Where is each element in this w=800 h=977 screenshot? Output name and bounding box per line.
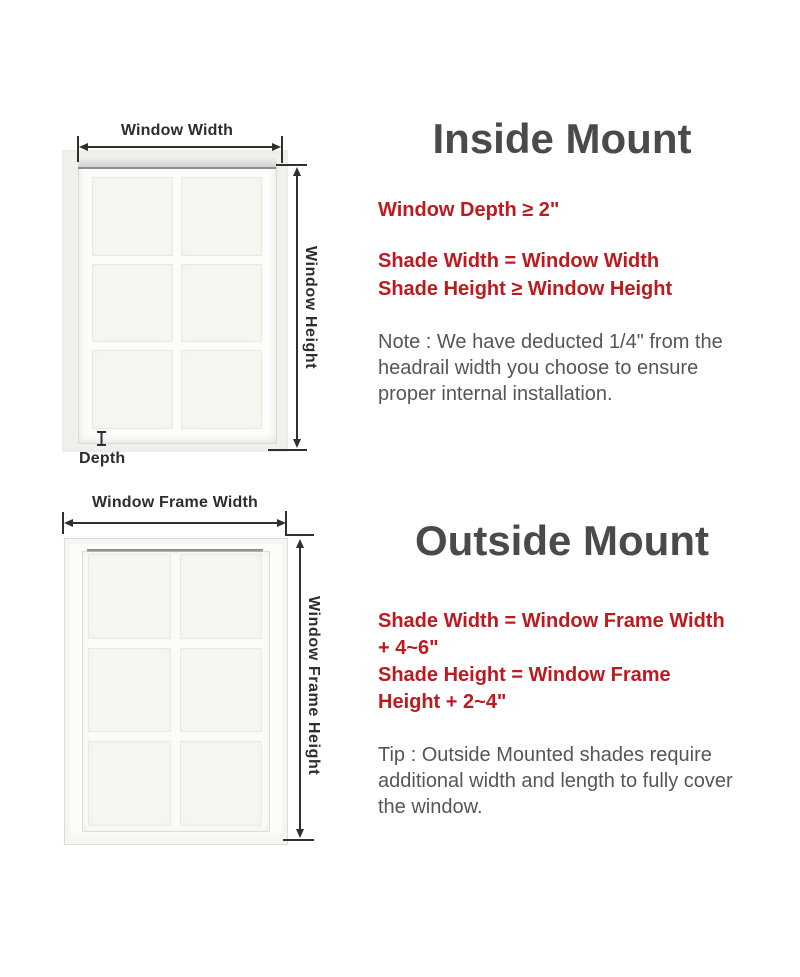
window-pane bbox=[92, 264, 173, 343]
arrowhead-up-icon bbox=[296, 539, 304, 548]
dimension-tick bbox=[285, 534, 314, 536]
window-pane bbox=[92, 177, 173, 256]
sash-channel bbox=[87, 549, 263, 552]
window-pane bbox=[180, 741, 263, 826]
arrowhead-right-icon bbox=[272, 143, 281, 151]
arrowhead-up-icon bbox=[293, 167, 301, 176]
window-pane bbox=[181, 264, 262, 343]
height-dimension-arrow bbox=[296, 174, 298, 441]
inside-mount-note: Note : We have deducted 1/4" from the headrail width you choose to ensure proper internal installation. bbox=[378, 331, 723, 405]
outside-shade-rules bbox=[378, 608, 746, 716]
shade-headrail bbox=[78, 158, 276, 169]
dimension-tick bbox=[268, 449, 307, 451]
arrowhead-down-icon bbox=[293, 439, 301, 448]
shade-width-rule-line2: + 4~6" bbox=[378, 637, 439, 659]
window-depth-rule: Window Depth ≥ 2" bbox=[378, 199, 560, 221]
shade-width-rule-line1: Shade Width = Window Frame Width bbox=[378, 610, 725, 632]
window-width-label: Window Width bbox=[120, 122, 234, 139]
window-frame-height-label: Window Frame Height bbox=[305, 596, 322, 776]
height-dimension-arrow bbox=[299, 546, 301, 832]
window-pane bbox=[88, 554, 171, 639]
inside-mount-title: Inside Mount bbox=[432, 115, 692, 162]
window-panes bbox=[92, 177, 262, 429]
window-pane bbox=[92, 350, 173, 429]
shade-width-rule: Shade Width = Window Width bbox=[378, 250, 660, 272]
arrowhead-down-icon bbox=[296, 829, 304, 838]
dimension-tick bbox=[283, 839, 314, 841]
window-pane bbox=[88, 648, 171, 733]
width-dimension-arrow bbox=[87, 146, 274, 148]
width-dimension-arrow bbox=[72, 522, 278, 524]
shade-height-rule-line1: Shade Height = Window Frame bbox=[378, 664, 671, 686]
depth-marker-icon bbox=[97, 431, 106, 446]
depth-label: Depth bbox=[79, 450, 126, 467]
outside-mount-title: Outside Mount bbox=[415, 517, 709, 564]
window-height-label: Window Height bbox=[302, 246, 319, 370]
outside-mount-tip: Tip : Outside Mounted shades require additional width and length to fully cover the window. bbox=[378, 744, 733, 818]
window-pane bbox=[180, 554, 263, 639]
dimension-tick bbox=[281, 136, 283, 163]
window-pane bbox=[181, 350, 262, 429]
arrowhead-right-icon bbox=[277, 519, 286, 527]
window-panes bbox=[88, 554, 262, 826]
window-pane bbox=[88, 741, 171, 826]
arrowhead-left-icon bbox=[79, 143, 88, 151]
window-pane bbox=[180, 648, 263, 733]
shade-height-rule: Shade Height ≥ Window Height bbox=[378, 278, 673, 300]
window-pane bbox=[181, 177, 262, 256]
dimension-tick bbox=[276, 164, 307, 166]
arrowhead-left-icon bbox=[64, 519, 73, 527]
shade-height-rule-line2: Height + 2~4" bbox=[378, 691, 507, 713]
window-frame-width-label: Window Frame Width bbox=[92, 494, 258, 511]
inside-shade-rules bbox=[378, 247, 746, 303]
